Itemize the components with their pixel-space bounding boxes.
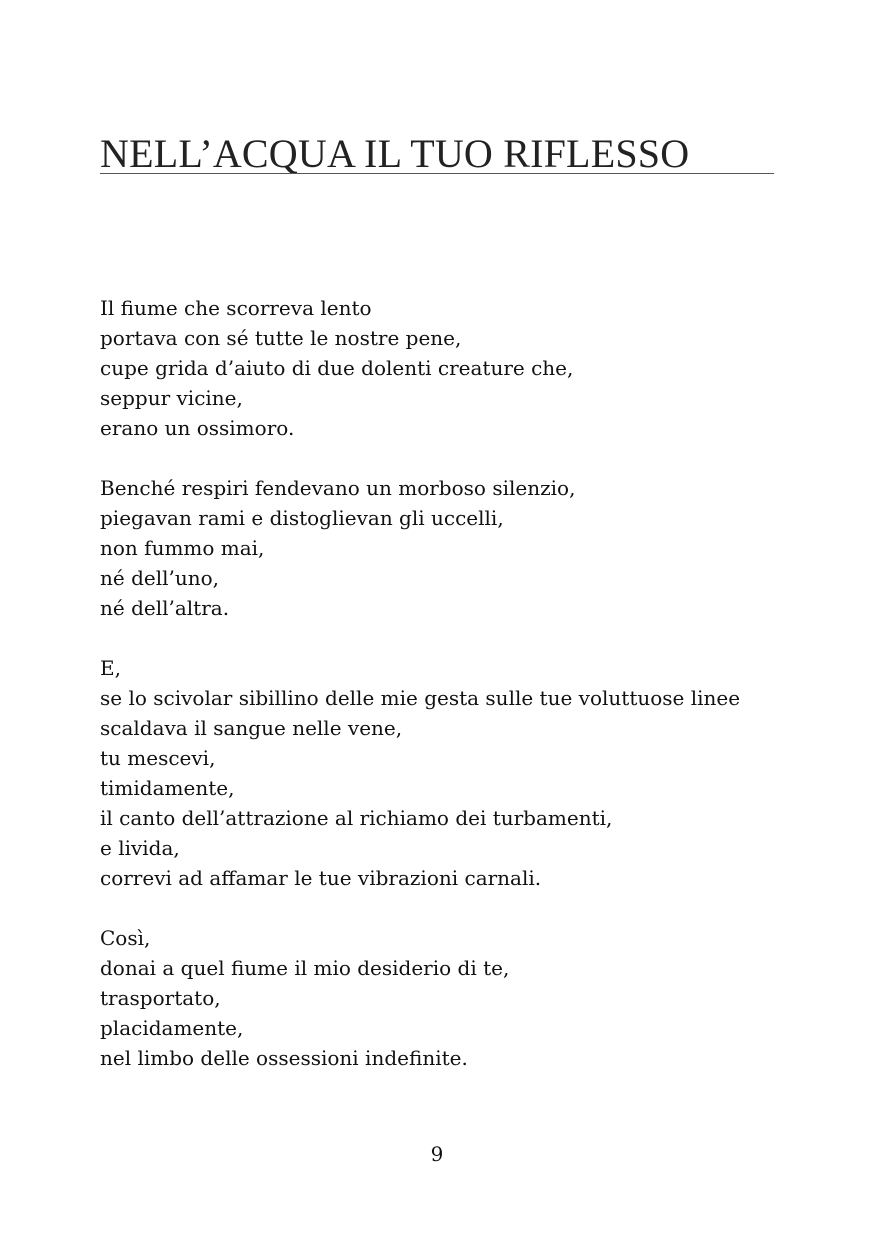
poem-line: né dell’altra.	[100, 596, 230, 620]
poem-line: non fummo mai,	[100, 536, 265, 560]
poem-line: trasportato,	[100, 986, 221, 1010]
poem-line: tu mescevi,	[100, 746, 216, 770]
poem-line: nel limbo delle ossessioni indefinite.	[100, 1046, 468, 1070]
poem-line: il canto dell’attrazione al richiamo dei turbamenti,	[100, 806, 613, 830]
poem-line: Il fiume che scorreva lento	[100, 296, 372, 320]
poem-line: Così,	[100, 926, 151, 950]
poem-line: e livida,	[100, 836, 180, 860]
poem-line: placidamente,	[100, 1016, 244, 1040]
poem-line: se lo scivolar sibillino delle mie gesta sulle tue voluttuose linee	[100, 686, 741, 710]
poem-line: Benché respiri fendevano un morboso silenzio,	[100, 476, 576, 500]
poem-line: timidamente,	[100, 776, 235, 800]
poem-line: seppur vicine,	[100, 386, 243, 410]
poem-line: piegavan rami e distoglievan gli uccelli,	[100, 506, 504, 530]
stanza	[100, 293, 800, 443]
poem-line: scaldava il sangue nelle vene,	[100, 716, 403, 740]
stanza	[100, 653, 800, 893]
poem-line: cupe grida d’aiuto di due dolenti creature che,	[100, 356, 574, 380]
title-underline	[100, 173, 774, 174]
poem-line: erano un ossimoro.	[100, 416, 295, 440]
poem-body	[100, 293, 800, 1103]
poem-title: NELL’ACQUA IL TUO RIFLESSO	[100, 131, 690, 176]
poem-line: correvi ad affamar le tue vibrazioni carnali.	[100, 866, 542, 890]
poem-line: portava con sé tutte le nostre pene,	[100, 326, 462, 350]
poem-line: donai a quel fiume il mio desiderio di te,	[100, 956, 510, 980]
poem-line: E,	[100, 656, 121, 680]
poem-line: né dell’uno,	[100, 566, 220, 590]
page-number: 9	[430, 1142, 444, 1166]
stanza	[100, 923, 800, 1073]
stanza	[100, 473, 800, 623]
